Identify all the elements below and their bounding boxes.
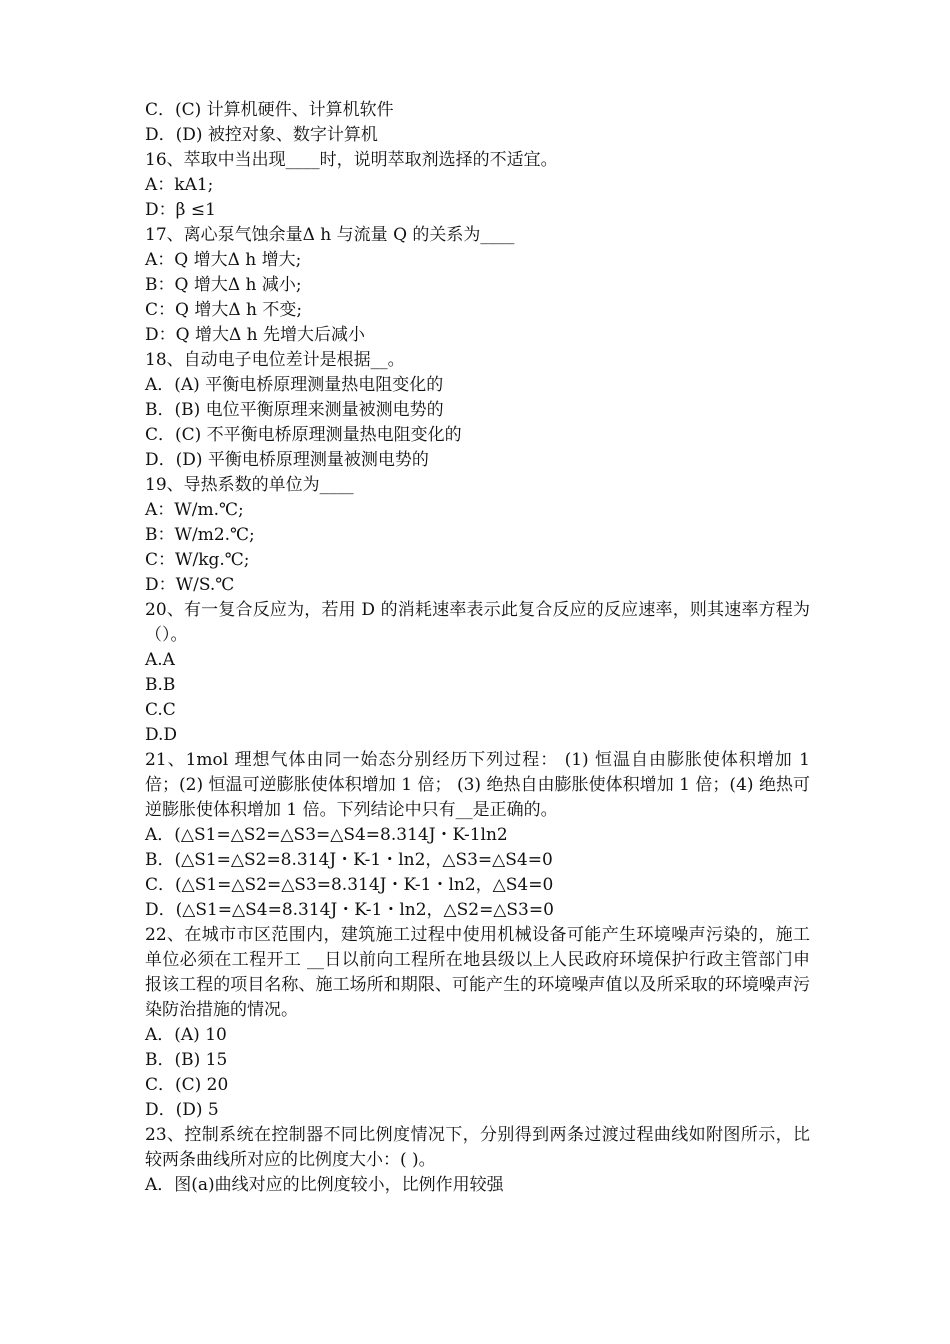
option-line: C．(△S1=△S2=△S3=8.314J・K-1・ln2，△S4=0 [145,875,554,895]
option-line: B．(△S1=△S2=8.314J・K-1・ln2，△S3=△S4=0 [145,850,553,870]
option-line: D：β ≤1 [145,200,216,220]
option-line: C：W/kg.℃; [145,550,250,570]
option-line: C．(C) 不平衡电桥原理测量热电阻变化的 [145,425,462,445]
question-23: 23、控制系统在控制器不同比例度情况下，分别得到两条过渡过程曲线如附图所示，比较两条曲线所对应的比例度大小：( )。 [145,1125,810,1170]
question-22: 22、在城市市区范围内，建筑施工过程中使用机械设备可能产生环境噪声污染的，施工单位必须在工程开工 __日以前向工程所在地县级以上人民政府环境保护行政主管部门申报该工程的项目名称、施工场所和期限、可能产生的环境噪声值以及所采取的环境噪声污染防治措施的情况。 [145,925,810,1020]
option-line: B．(B) 15 [145,1050,228,1070]
option-line: B.B [145,675,176,695]
option-line: D：Q 增大Δ h 先增大后减小 [145,325,366,345]
option-line: D．(D) 平衡电桥原理测量被测电势的 [145,450,429,470]
option-line: C：Q 增大Δ h 不变; [145,300,303,320]
question-17: 17、离心泵气蚀余量Δ h 与流量 Q 的关系为____ [145,225,515,245]
option-line: B：W/m2.℃; [145,525,255,545]
option-line: C．(C) 20 [145,1075,229,1095]
question-16: 16、萃取中当出现____时，说明萃取剂选择的不适宜。 [145,150,558,170]
question-18: 18、自动电子电位差计是根据__。 [145,350,405,370]
option-line: A：Q 增大Δ h 增大; [145,250,302,270]
option-line: D：W/S.℃ [145,575,235,595]
option-line: B．(B) 电位平衡原理来测量被测电势的 [145,400,444,420]
option-line: A：W/m.℃; [145,500,244,520]
option-line: D．(D) 5 [145,1100,219,1120]
option-line: A.A [145,650,175,670]
option-line: A．(A) 10 [145,1025,227,1045]
option-line: C.C [145,700,176,720]
question-20: 20、有一复合反应为，若用 D 的消耗速率表示此复合反应的反应速率，则其速率方程为（）。 [145,600,810,645]
option-line: C．(C) 计算机硬件、计算机软件 [145,100,394,120]
option-line: A．(△S1=△S2=△S3=△S4=8.314J・K-1ln2 [145,825,508,845]
option-line: B：Q 增大Δ h 减小; [145,275,302,295]
option-line: D．(△S1=△S4=8.314J・K-1・ln2，△S2=△S3=0 [145,900,554,920]
option-line: A．(A) 平衡电桥原理测量热电阻变化的 [145,375,444,395]
question-21: 21、1mol 理想气体由同一始态分别经历下列过程： (1) 恒温自由膨胀使体积增加 1 倍；(2) 恒温可逆膨胀使体积增加 1 倍； (3) 绝热自由膨胀使体积增加 1 倍；(4) 绝热可逆膨胀使体积增加 1 倍。下列结论中只有__是正确的。 [145,750,810,820]
question-19: 19、导热系数的单位为____ [145,475,354,495]
option-line: D.D [145,725,178,745]
option-line: A．图(a)曲线对应的比例度较小，比例作用较强 [145,1175,504,1195]
document-body [145,98,810,1198]
option-line: A：kA1; [145,175,214,195]
option-line: D．(D) 被控对象、数字计算机 [145,125,378,145]
